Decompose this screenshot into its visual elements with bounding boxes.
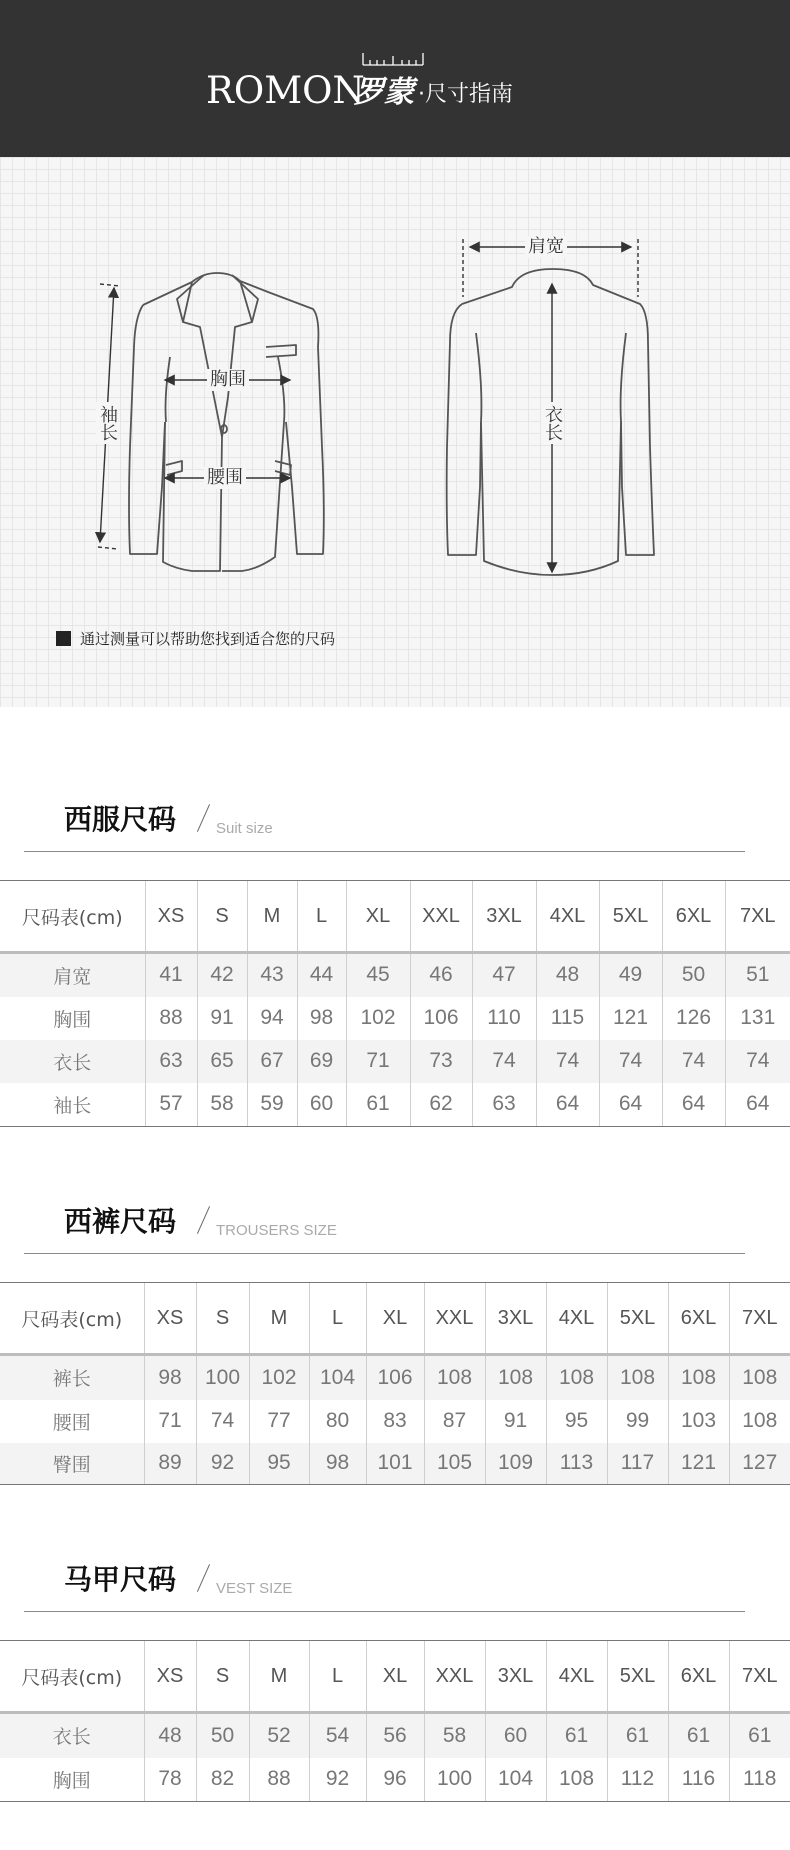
column-header: 4XL	[536, 881, 599, 953]
table-cell: 91	[485, 1400, 546, 1443]
table-cell: 108	[485, 1355, 546, 1400]
table-cell: 121	[599, 997, 662, 1040]
table-cell: 112	[607, 1758, 668, 1802]
table-cell: 59	[247, 1083, 297, 1127]
column-header: M	[249, 1283, 309, 1355]
table-header-row	[0, 1283, 790, 1355]
table-cell: 100	[424, 1758, 485, 1802]
table-cell: 104	[309, 1355, 366, 1400]
table-row	[0, 1355, 790, 1400]
vest-section-underline	[24, 1611, 745, 1612]
table-cell: 67	[247, 1040, 297, 1083]
column-header: 6XL	[662, 881, 725, 953]
table-row	[0, 997, 790, 1040]
column-header: XXL	[410, 881, 472, 953]
table-cell: 61	[346, 1083, 410, 1127]
table-cell: 44	[297, 953, 346, 997]
table-cell: 74	[662, 1040, 725, 1083]
ruler-icon	[362, 51, 424, 67]
table-cell: 109	[485, 1443, 546, 1485]
square-bullet-icon	[56, 631, 71, 646]
table-cell: 102	[249, 1355, 309, 1400]
table-cell: 113	[546, 1443, 607, 1485]
table-cell: 101	[366, 1443, 424, 1485]
column-header: 4XL	[546, 1641, 607, 1713]
column-header: 6XL	[668, 1283, 729, 1355]
table-cell: 92	[196, 1443, 249, 1485]
table-cell: 61	[729, 1713, 790, 1758]
table-cell: 47	[472, 953, 536, 997]
table-cell: 131	[725, 997, 790, 1040]
table-cell: 58	[424, 1713, 485, 1758]
row-label: 衣长	[53, 1051, 92, 1074]
trousers-section-title: 西裤尺码	[64, 1205, 177, 1238]
table-cell: 50	[196, 1713, 249, 1758]
column-header: M	[247, 881, 297, 953]
title-divider-slash	[197, 804, 210, 832]
row-label: 胸围	[0, 1758, 144, 1802]
table-cell: 106	[410, 997, 472, 1040]
trousers-section-subtitle: TROUSERS SIZE	[216, 1222, 337, 1239]
column-header: XL	[366, 1283, 424, 1355]
table-cell: 43	[247, 953, 297, 997]
table-cell: 45	[346, 953, 410, 997]
table-row	[0, 1713, 790, 1758]
table-cell: 74	[196, 1400, 249, 1443]
table-cell: 115	[536, 997, 599, 1040]
table-cell: 108	[729, 1400, 790, 1443]
table-cell: 50	[662, 953, 725, 997]
table-cell: 48	[144, 1713, 196, 1758]
table-cell: 63	[145, 1040, 197, 1083]
table-cell: 74	[725, 1040, 790, 1083]
table-cell: 73	[410, 1040, 472, 1083]
brand-logo-chinese: 罗蒙	[354, 75, 414, 110]
column-header: S	[197, 881, 247, 953]
table-cell: 82	[196, 1758, 249, 1802]
measurement-note	[56, 629, 335, 649]
table-cell: 64	[662, 1083, 725, 1127]
table-cell: 95	[249, 1443, 309, 1485]
table-cell: 104	[485, 1758, 546, 1802]
table-cell: 121	[668, 1443, 729, 1485]
column-header: XS	[144, 1283, 196, 1355]
suit-size-table	[0, 880, 790, 1127]
table-cell: 60	[485, 1713, 546, 1758]
column-header: S	[196, 1283, 249, 1355]
table-cell: 54	[309, 1713, 366, 1758]
column-header: 5XL	[607, 1641, 668, 1713]
title-divider-slash	[197, 1206, 210, 1234]
table-cell: 62	[410, 1083, 472, 1127]
table-cell: 126	[662, 997, 725, 1040]
measurement-diagram	[0, 157, 790, 707]
table-cell: 116	[668, 1758, 729, 1802]
column-header: 尺码表(cm)	[0, 1283, 144, 1355]
table-cell: 95	[546, 1400, 607, 1443]
table-cell: 96	[366, 1758, 424, 1802]
row-label: 肩宽	[53, 965, 92, 988]
table-cell: 56	[366, 1713, 424, 1758]
table-cell: 48	[536, 953, 599, 997]
column-header: 5XL	[607, 1283, 668, 1355]
table-row	[0, 953, 790, 997]
table-header-row	[0, 1641, 790, 1713]
table-cell: 108	[424, 1355, 485, 1400]
title-divider-slash	[197, 1564, 210, 1592]
table-cell: 99	[607, 1400, 668, 1443]
table-cell: 87	[424, 1400, 485, 1443]
table-cell: 118	[729, 1758, 790, 1802]
table-cell: 110	[472, 997, 536, 1040]
trousers-size-table	[0, 1282, 790, 1485]
table-cell: 106	[366, 1355, 424, 1400]
table-cell: 98	[309, 1443, 366, 1485]
table-cell: 64	[599, 1083, 662, 1127]
table-cell: 52	[249, 1713, 309, 1758]
table-cell: 78	[144, 1758, 196, 1802]
shoulder-label: 肩宽	[525, 236, 567, 258]
table-cell: 83	[366, 1400, 424, 1443]
table-cell: 117	[607, 1443, 668, 1485]
table-cell: 98	[144, 1355, 196, 1400]
table-cell: 74	[472, 1040, 536, 1083]
brand-logo-text: ROMON	[206, 69, 365, 112]
table-cell: 64	[725, 1083, 790, 1127]
column-header: 3XL	[472, 881, 536, 953]
table-cell: 91	[197, 997, 247, 1040]
column-header: XXL	[424, 1641, 485, 1713]
table-cell: 89	[144, 1443, 196, 1485]
table-cell: 77	[249, 1400, 309, 1443]
column-header: 4XL	[546, 1283, 607, 1355]
table-cell: 103	[668, 1400, 729, 1443]
table-row	[0, 1758, 790, 1802]
column-header: XL	[366, 1641, 424, 1713]
table-cell: 98	[297, 997, 346, 1040]
table-cell: 100	[196, 1355, 249, 1400]
column-header: 3XL	[485, 1641, 546, 1713]
table-cell: 108	[607, 1355, 668, 1400]
column-header: 尺码表(cm)	[0, 881, 145, 953]
table-cell: 51	[725, 953, 790, 997]
row-label: 臀围	[0, 1443, 144, 1485]
table-cell: 65	[197, 1040, 247, 1083]
table-cell: 61	[668, 1713, 729, 1758]
jacket-front-illustration	[129, 273, 324, 571]
table-cell: 105	[424, 1443, 485, 1485]
column-header: XL	[346, 881, 410, 953]
table-header-row	[0, 881, 790, 953]
table-cell: 102	[346, 997, 410, 1040]
vest-size-table	[0, 1640, 790, 1802]
suit-section-subtitle: Suit size	[216, 820, 273, 837]
column-header: L	[297, 881, 346, 953]
column-header: 7XL	[729, 1641, 790, 1713]
table-cell: 71	[346, 1040, 410, 1083]
column-header: L	[309, 1641, 366, 1713]
table-cell: 88	[145, 997, 197, 1040]
table-cell: 58	[197, 1083, 247, 1127]
table-cell: 46	[410, 953, 472, 997]
table-cell: 63	[472, 1083, 536, 1127]
table-cell: 57	[145, 1083, 197, 1127]
row-label: 腰围	[52, 1411, 91, 1434]
length-label: 衣长	[541, 402, 563, 444]
vest-section-subtitle: VEST SIZE	[216, 1580, 293, 1597]
table-cell: 42	[197, 953, 247, 997]
suit-section-title: 西服尺码	[64, 803, 177, 836]
column-header: 7XL	[729, 1283, 790, 1355]
table-cell: 92	[309, 1758, 366, 1802]
measurement-note-text: 通过测量可以帮助您找到适合您的尺码	[80, 630, 336, 648]
page-title: ·尺寸指南	[418, 82, 513, 107]
table-cell: 41	[145, 953, 197, 997]
table-cell: 108	[546, 1758, 607, 1802]
table-cell: 60	[297, 1083, 346, 1127]
table-row	[0, 1443, 790, 1485]
column-header: XS	[145, 881, 197, 953]
waist-label: 腰围	[204, 467, 246, 489]
table-cell: 61	[546, 1713, 607, 1758]
row-label: 衣长	[52, 1726, 91, 1749]
row-label: 裤长	[52, 1368, 91, 1391]
column-header: 尺码表(cm)	[0, 1641, 144, 1713]
column-header: 6XL	[668, 1641, 729, 1713]
column-header: 3XL	[485, 1283, 546, 1355]
column-header: L	[309, 1283, 366, 1355]
table-cell: 69	[297, 1040, 346, 1083]
table-cell: 88	[249, 1758, 309, 1802]
column-header: 5XL	[599, 881, 662, 953]
header-banner	[0, 0, 790, 157]
table-cell: 127	[729, 1443, 790, 1485]
column-header: M	[249, 1641, 309, 1713]
table-cell: 94	[247, 997, 297, 1040]
column-header: XXL	[424, 1283, 485, 1355]
sleeve-label: 袖长	[96, 402, 118, 444]
row-label: 胸围	[53, 1008, 92, 1031]
column-header: XS	[144, 1641, 196, 1713]
table-row	[0, 1040, 790, 1083]
table-row	[0, 1400, 790, 1443]
trousers-section-underline	[24, 1253, 745, 1254]
column-header: S	[196, 1641, 249, 1713]
table-cell: 80	[309, 1400, 366, 1443]
suit-section-underline	[24, 851, 745, 852]
chest-label: 胸围	[207, 369, 249, 391]
table-cell: 74	[599, 1040, 662, 1083]
column-header: 7XL	[725, 881, 790, 953]
table-row	[0, 1083, 790, 1127]
table-cell: 61	[607, 1713, 668, 1758]
table-cell: 108	[546, 1355, 607, 1400]
table-cell: 64	[536, 1083, 599, 1127]
row-label: 袖长	[0, 1083, 145, 1127]
table-cell: 74	[536, 1040, 599, 1083]
table-cell: 108	[668, 1355, 729, 1400]
table-cell: 71	[144, 1400, 196, 1443]
table-cell: 49	[599, 953, 662, 997]
vest-section-title: 马甲尺码	[64, 1563, 177, 1596]
table-cell: 108	[729, 1355, 790, 1400]
